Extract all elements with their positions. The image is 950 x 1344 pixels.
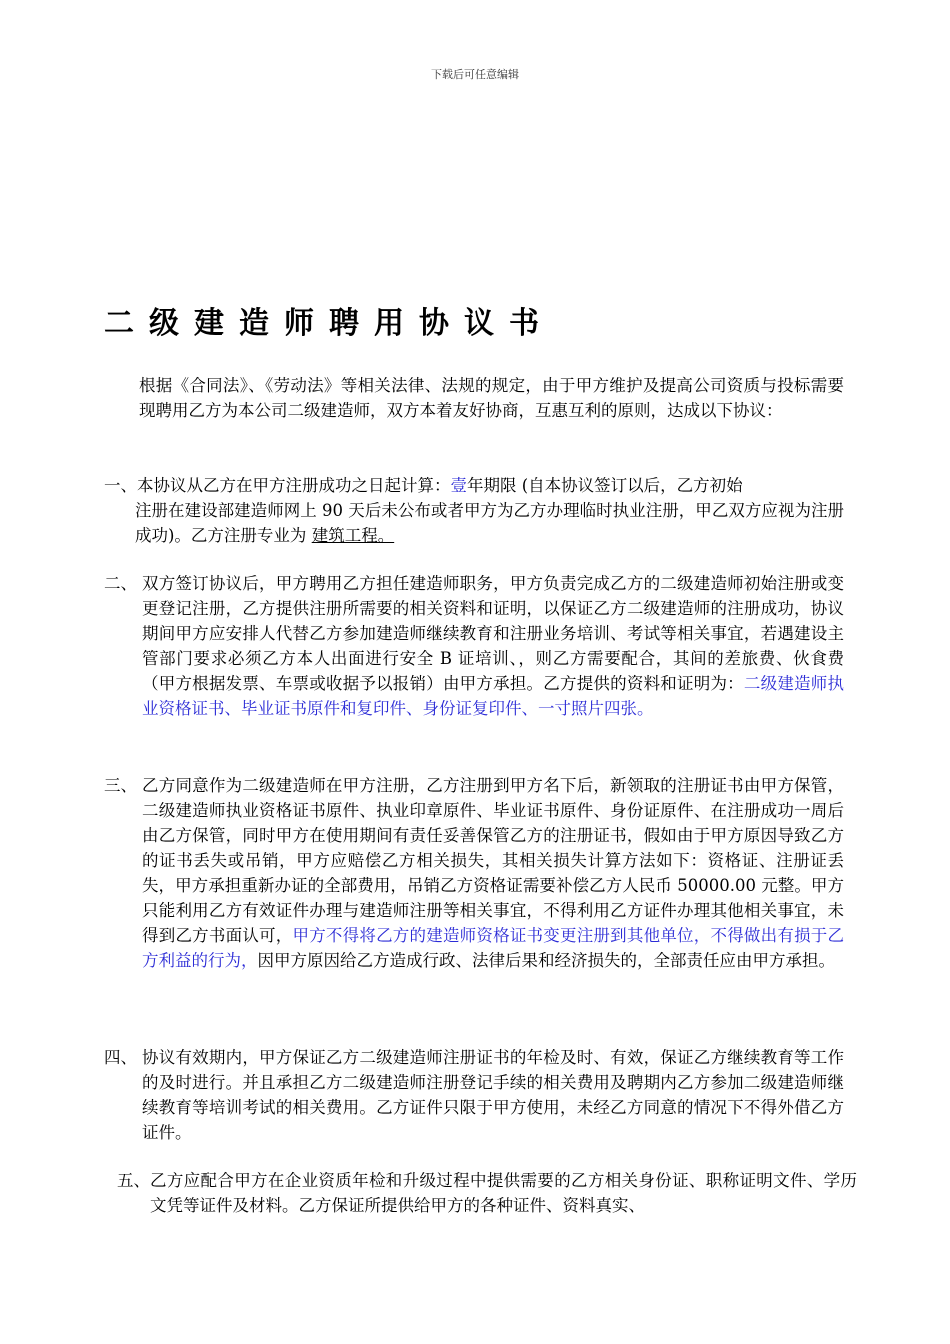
clause-1-specialty: 建筑工程。	[311, 526, 395, 545]
clause-1-continuation	[104, 498, 844, 548]
clause-2-materials: 二级建造师执业资格证书、毕业证书原件和复印件、身份证复印件、一寸照片四张。	[142, 674, 845, 718]
clause-5	[117, 1168, 857, 1218]
clause-2-text: 双方签订协议后，甲方聘用乙方担任建造师职务，甲方负责完成乙方的二级建造师初始注册或变更登记注册，乙方提供注册所需要的相关资料和证明，以保证乙方二级建造师的注册成功，协议期间甲方应安排人代替乙方参加建造师继续教育和注册业务培训、考试等相关事宜，若遇建设主管部门要求必须乙方本人出面进行安全 B 证培训、，则乙方需要配合，其间的差旅费、伙食费（甲方根据发票、车票或收据予以报销）由甲方承担。乙方提供的资料和证明为：	[142, 574, 844, 693]
clause-4-text: 协议有效期内，甲方保证乙方二级建造师注册证书的年检及时、有效，保证乙方继续教育等工作的及时进行。并且承担乙方二级建造师注册登记手续的相关费用及聘期内乙方参加二级建造师继续教育等培训考试的相关费用。乙方证件只限于甲方使用，未经乙方同意的情况下不得外借乙方证件。	[142, 1048, 844, 1142]
clause-1	[104, 473, 844, 548]
clause-3-text-a: 乙方同意作为二级建造师在甲方注册，乙方注册到甲方名下后，新领取的注册证书由甲方保管，二级建造师执业资格证书原件、执业印章原件、毕业证书原件、身份证原件、在注册成功一周后由乙方保管，同时甲方在使用期间有责任妥善保管乙方的注册证书，假如由于甲方原因导致乙方的证书丢失或吊销，甲方应赔偿乙方相关损失，其相关损失计算方法如下：资格证、注册证丢失，甲方承担重新办证的全部费用，吊销乙方资格证需要补偿乙方人民币 50000.00 元整。甲方只能利用乙方有效证件办理与建造师注册等相关事宜，不得利用乙方证件办理其他相关事宜，未得到乙方书面认可，	[142, 776, 844, 945]
clause-1-first-line	[104, 473, 844, 498]
clause-3-highlight: 甲方不得将乙方的建造师资格证书变更注册到其他单位，不得做出有损于乙方利益的行为，	[142, 926, 845, 970]
clause-4	[104, 1045, 844, 1145]
clause-3-number: 三、	[104, 776, 137, 795]
clause-2-number: 二、	[104, 574, 137, 593]
clause-1-term-years: 壹	[450, 476, 467, 495]
document-title: 二级建造师聘用协议书	[104, 306, 554, 341]
clause-5-number: 五、	[117, 1171, 150, 1190]
clause-1-text-c: 注册在建设部建造师网上 90 天后未公布或者甲方为乙方办理临时执业注册，甲乙双方应视为注册成功)。乙方注册专业为	[135, 501, 844, 545]
header-note: 下载后可任意编辑	[431, 68, 519, 81]
intro-paragraph: 根据《合同法》、《劳动法》等相关法律、法规的规定，由于甲方维护及提高公司资质与投标需要现聘用乙方为本公司二级建造师，双方本着友好协商，互惠互利的原则，达成以下协议：	[139, 376, 844, 420]
clause-3	[104, 773, 844, 973]
clause-3-text-b: 因甲方原因给乙方造成行政、法律后果和经济损失的，全部责任应由甲方承担。	[257, 951, 835, 970]
clause-5-text: 乙方应配合甲方在企业资质年检和升级过程中提供需要的乙方相关身份证、职称证明文件、学历文凭等证件及材料。乙方保证所提供给甲方的各种证件、资料真实、	[150, 1171, 857, 1215]
clause-1-text-a: 本协议从乙方在甲方注册成功之日起计算：	[137, 476, 451, 495]
clause-2	[104, 571, 844, 721]
clause-1-text-b: 年期限 (自本协议签订以后，乙方初始	[467, 476, 743, 495]
clause-1-number: 一、	[104, 476, 137, 495]
clause-4-number: 四、	[104, 1048, 137, 1067]
